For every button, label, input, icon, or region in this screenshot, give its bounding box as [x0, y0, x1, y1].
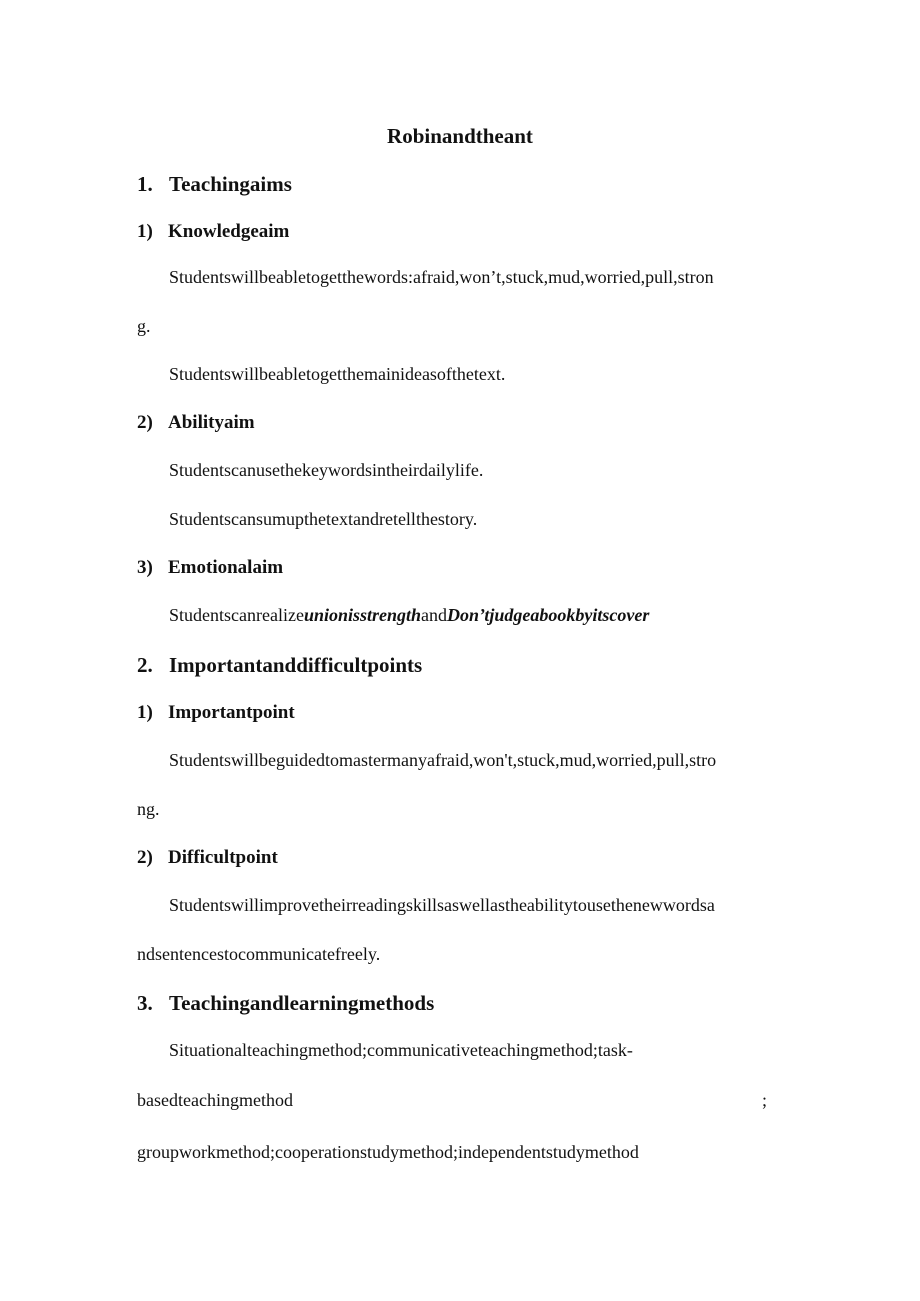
section-title: Teachingandlearningmethods: [169, 991, 435, 1015]
subsection-number: 1): [137, 702, 153, 723]
subsection-title: Emotionalaim: [168, 557, 284, 578]
subsection-heading-difficult-point: [137, 847, 278, 869]
paragraph-line: g.: [137, 316, 151, 336]
subsection-title: Difficultpoint: [168, 847, 278, 868]
emphasis-phrase: unionisstrength: [303, 605, 422, 625]
section-heading-teaching-aims: [137, 172, 292, 197]
subsection-heading-ability-aim: [137, 412, 255, 434]
text-connector: and: [421, 605, 448, 625]
paragraph-line: Studentswillbeguidedtomastermanyafraid,won't,stuck,mud,worried,pull,stro: [169, 750, 717, 770]
paragraph-line: Studentscansumupthetextandretellthestory.: [169, 509, 478, 529]
paragraph-line: Studentswillbeabletogetthewords:afraid,won’t,stuck,mud,worried,pull,stron: [169, 267, 714, 287]
section-number: 3.: [137, 991, 153, 1015]
subsection-heading-emotional-aim: [137, 557, 283, 579]
subsection-number: 2): [137, 412, 153, 433]
section-heading-methods: [137, 991, 434, 1016]
document-title: Robinandtheant: [387, 124, 533, 148]
text-prefix: Studentscanrealize: [169, 605, 304, 625]
section-number: 1.: [137, 172, 153, 196]
paragraph-line: Situationalteachingmethod;communicativeteachingmethod;task-: [169, 1040, 633, 1060]
paragraph-line: Studentswillimprovetheirreadingskillsaswellastheabilitytousethenewwordsa: [169, 895, 715, 915]
emphasis-phrase: Don’tjudgeabookbyitscover: [447, 605, 650, 625]
paragraph-line: ndsentencestocommunicatefreely.: [137, 944, 381, 964]
paragraph-line: ng.: [137, 799, 160, 819]
subsection-title: Abilityaim: [168, 412, 255, 433]
paragraph-line-emotional: [169, 605, 649, 626]
subsection-heading-important-point: [137, 702, 295, 724]
subsection-title: Knowledgeaim: [168, 221, 290, 242]
subsection-number: 2): [137, 847, 153, 868]
section-title: Teachingaims: [169, 172, 292, 196]
section-heading-important-difficult: [137, 653, 422, 678]
subsection-heading-knowledge-aim: [137, 221, 289, 243]
paragraph-line: Studentscanusethekeywordsintheirdailylife.: [169, 460, 484, 480]
paragraph-line: groupworkmethod;cooperationstudymethod;independentstudymethod: [137, 1142, 639, 1162]
section-title: Importantanddifficultpoints: [169, 653, 423, 677]
section-number: 2.: [137, 653, 153, 677]
subsection-title: Importantpoint: [168, 702, 295, 723]
paragraph-line: Studentswillbeabletogetthemainideasofthetext.: [169, 364, 506, 384]
subsection-number: 3): [137, 557, 153, 578]
paragraph-semicolon: ;: [762, 1090, 768, 1110]
paragraph-line: basedteachingmethod: [137, 1090, 293, 1110]
subsection-number: 1): [137, 221, 153, 242]
